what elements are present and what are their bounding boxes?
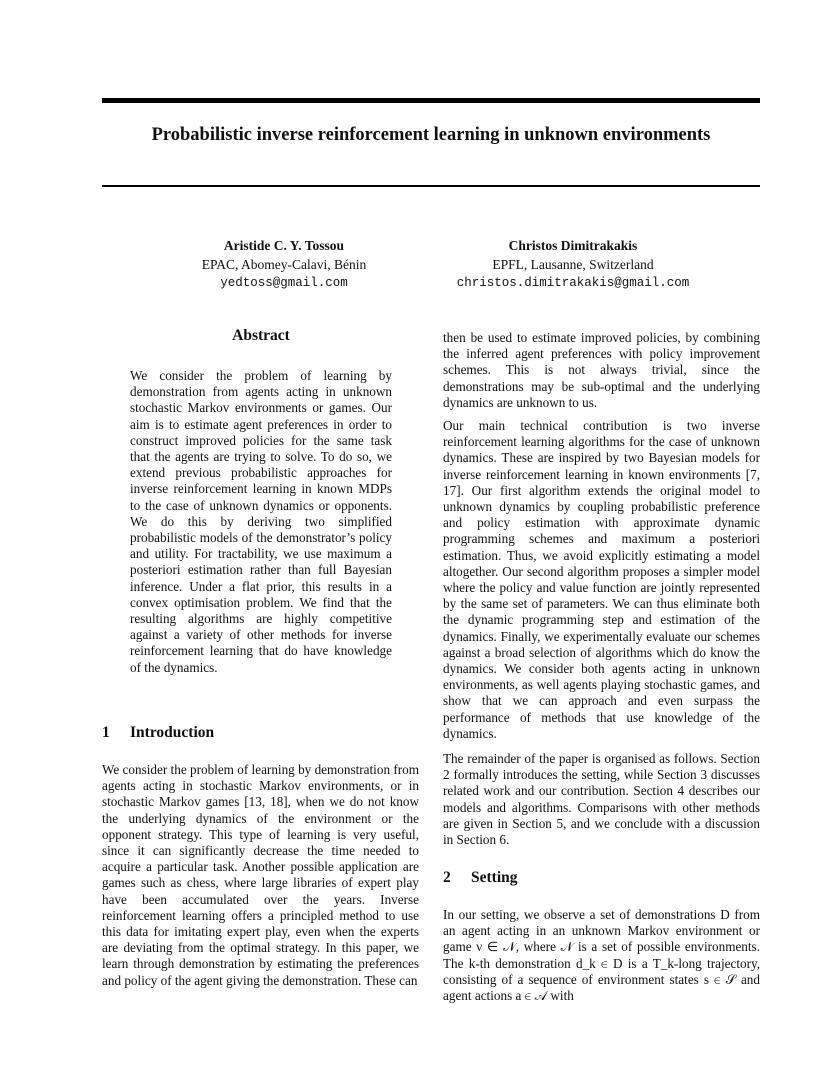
author-email: yedtoss@gmail.com <box>220 276 348 290</box>
paper-title: Probabilistic inverse reinforcement learning in unknown environments <box>151 125 711 145</box>
author-affiliation: EPAC, Abomey-Calavi, Bénin <box>201 257 367 272</box>
section-title: Introduction <box>130 724 215 741</box>
section-number: 2 <box>443 869 451 886</box>
section-heading-introduction <box>102 724 214 742</box>
abstract-text: We consider the problem of learning by demonstration from agents acting in unknown stochastic Markov environments or games. Our aim is to estimate agent preferences in order to construct improved policies for the same task that the agents are trying to solve. To do so, we extend previous probabilistic approaches for inverse reinforcement learning in known MDPs to the case of unknown dynamics or opponents. We do this by deriving two simplified probabilistic models of the demonstrator’s policy and utility. For tractability, we use maximum a posteriori estimation rather than full Bayesian inference. Under a flat prior, this results in a convex optimisation problem. We find that the resulting algorithms are highly competitive against a variety of other methods for inverse reinforcement learning that do have knowledge of the dynamics. <box>130 368 392 675</box>
section-number: 1 <box>102 724 110 741</box>
author-block-2 <box>423 236 723 293</box>
introduction-paragraph-2: Our main technical contribution is two inverse reinforcement learning algorithms for the case of unknown dynamics. These are inspired by two Bayesian models for inverse reinforcement learning in known environments [7, 17]. Our first algorithm extends the original model to unknown dynamics by coupling probabilistic preference and policy estimation with approximate dynamic programming schemes and maximum a posteriori estimation. Thus, we avoid explicitly estimating a model altogether. Our second algorithm proposes a simpler model where the policy and value function are jointly represented by the same set of parameters. We can thus eliminate both the dynamic programming step and estimation of the dynamics. Finally, we experimentally evaluate our schemes against a broad selection of algorithms which do know the dynamics. We consider both agents acting in unknown environments, as well agents playing stochastic games, and show that we can approach and even surpass the performance of methods that use knowledge of the dynamics. <box>443 418 760 741</box>
setting-paragraph-1: In our setting, we observe a set of demonstrations D from an agent acting in an unknown Markov environment or game ν ∈ 𝒩, where 𝒩 is a set of possible environments. The k-th demonstration d_k ∈ D is a T_k-long trajectory, consisting of a sequence of environment states s ∈ 𝒮 and agent actions a ∈ 𝒜 with <box>443 907 760 1004</box>
author-name: Christos Dimitrakakis <box>508 238 638 253</box>
top-rule <box>102 98 760 103</box>
introduction-paragraph-1: We consider the problem of learning by demonstration from agents acting in stochastic Markov environments, or in stochastic Markov games [13, 18], when we do not know the underlying dynamics of the environment or the opponent strategy. This type of learning is very useful, since it can significantly decrease the time needed to acquire a particular task. Another possible application are games such as chess, where large libraries of expert play have been accumulated over the years. Inverse reinforcement learning offers a principled method to use this data for imitating expert play, even when the experts are deviating from the optimal strategy. In this paper, we learn through demonstration by estimating the preferences and policy of the agent giving the demonstration. These can <box>102 762 419 988</box>
author-name: Aristide C. Y. Tossou <box>223 238 345 253</box>
author-affiliation: EPFL, Lausanne, Switzerland <box>492 257 654 272</box>
author-email: christos.dimitrakakis@gmail.com <box>456 276 690 290</box>
title-bottom-rule <box>102 185 760 187</box>
introduction-paragraph-3: The remainder of the paper is organised as follows. Section 2 formally introduces the setting, while Section 3 discusses related work and our contribution. Section 4 describes our models and algorithms. Comparisons with other methods are given in Section 5, and we conclude with a discussion in Section 6. <box>443 751 760 848</box>
section-title: Setting <box>471 869 518 886</box>
section-heading-setting <box>443 869 518 887</box>
abstract-heading: Abstract <box>232 327 290 344</box>
introduction-paragraph-1-continued: then be used to estimate improved policies, by combining the inferred agent preferences with policy improvement schemes. This is not always trivial, since the demonstrations may be sub-optimal and the underlying dynamics are unknown to us. <box>443 330 760 410</box>
author-block-1 <box>134 236 434 293</box>
